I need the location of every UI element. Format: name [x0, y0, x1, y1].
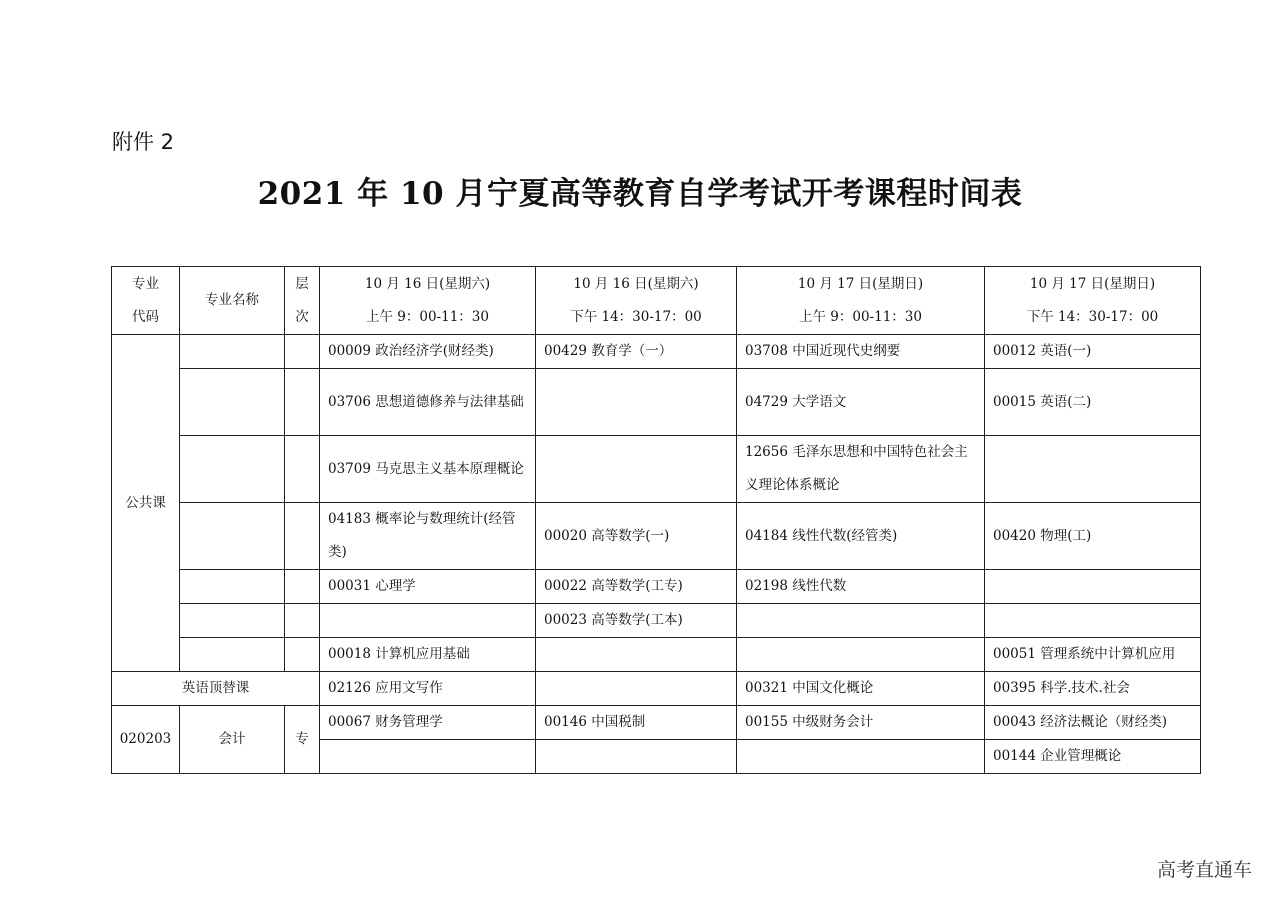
header-name: 专业名称	[180, 267, 285, 335]
header-code: 专业 代码	[112, 267, 180, 335]
course-cell	[536, 672, 737, 706]
course-cell	[536, 369, 737, 436]
course-cell	[536, 638, 737, 672]
table-row	[112, 604, 1201, 638]
course-cell	[737, 638, 985, 672]
course-cell	[536, 740, 737, 774]
course-cell: 00155 中级财务会计	[737, 706, 985, 740]
course-cell	[985, 436, 1201, 503]
table-row	[112, 436, 1201, 503]
course-cell: 12656 毛泽东思想和中国特色社会主义理论体系概论	[737, 436, 985, 503]
course-cell: 00395 科学.技术.社会	[985, 672, 1201, 706]
course-cell: 00420 物理(工)	[985, 503, 1201, 570]
table-row	[112, 672, 1201, 706]
course-cell: 00051 管理系统中计算机应用	[985, 638, 1201, 672]
course-cell: 00429 教育学（一）	[536, 335, 737, 369]
course-cell: 00015 英语(二)	[985, 369, 1201, 436]
course-cell: 00031 心理学	[320, 570, 536, 604]
table-row	[112, 503, 1201, 570]
watermark: 高考直通车	[1156, 859, 1252, 881]
table-row	[112, 638, 1201, 672]
course-cell: 04729 大学语文	[737, 369, 985, 436]
course-cell	[737, 740, 985, 774]
table-header-row	[112, 267, 1201, 335]
header-session-4: 10 月 17 日(星期日) 下午 14：30-17：00	[985, 267, 1201, 335]
major-code: 020203	[112, 706, 180, 774]
course-cell: 00023 高等数学(工本)	[536, 604, 737, 638]
header-level: 层 次	[285, 267, 320, 335]
attachment-label: 附件 2	[112, 130, 175, 154]
course-cell: 00020 高等数学(一)	[536, 503, 737, 570]
course-cell	[737, 604, 985, 638]
course-cell: 03708 中国近现代史纲要	[737, 335, 985, 369]
course-cell	[985, 604, 1201, 638]
course-cell	[320, 604, 536, 638]
course-cell: 00144 企业管理概论	[985, 740, 1201, 774]
course-cell: 00321 中国文化概论	[737, 672, 985, 706]
course-cell: 00067 财务管理学	[320, 706, 536, 740]
header-session-3: 10 月 17 日(星期日) 上午 9：00-11：30	[737, 267, 985, 335]
exam-schedule-table	[111, 266, 1201, 774]
course-cell	[536, 436, 737, 503]
major-name: 会计	[180, 706, 285, 774]
public-course-label: 公共课	[112, 335, 180, 672]
course-cell: 00018 计算机应用基础	[320, 638, 536, 672]
header-session-1: 10 月 16 日(星期六) 上午 9：00-11：30	[320, 267, 536, 335]
table-row	[112, 570, 1201, 604]
course-cell	[985, 570, 1201, 604]
course-cell: 00012 英语(一)	[985, 335, 1201, 369]
table-row	[112, 369, 1201, 436]
document-title: 2021 年 10 月宁夏高等教育自学考试开考课程时间表	[257, 176, 1023, 212]
course-cell: 00022 高等数学(工专)	[536, 570, 737, 604]
table-row	[112, 335, 1201, 369]
course-cell: 03709 马克思主义基本原理概论	[320, 436, 536, 503]
course-cell: 04184 线性代数(经管类)	[737, 503, 985, 570]
table-row	[112, 706, 1201, 740]
course-cell	[320, 740, 536, 774]
course-cell: 02198 线性代数	[737, 570, 985, 604]
course-cell: 00146 中国税制	[536, 706, 737, 740]
course-cell: 03706 思想道德修养与法律基础	[320, 369, 536, 436]
english-substitute-label: 英语顶替课	[112, 672, 320, 706]
course-cell: 00009 政治经济学(财经类)	[320, 335, 536, 369]
course-cell: 02126 应用文写作	[320, 672, 536, 706]
course-cell: 04183 概率论与数理统计(经管类)	[320, 503, 536, 570]
major-level: 专	[285, 706, 320, 774]
header-session-2: 10 月 16 日(星期六) 下午 14：30-17：00	[536, 267, 737, 335]
course-cell: 00043 经济法概论（财经类)	[985, 706, 1201, 740]
